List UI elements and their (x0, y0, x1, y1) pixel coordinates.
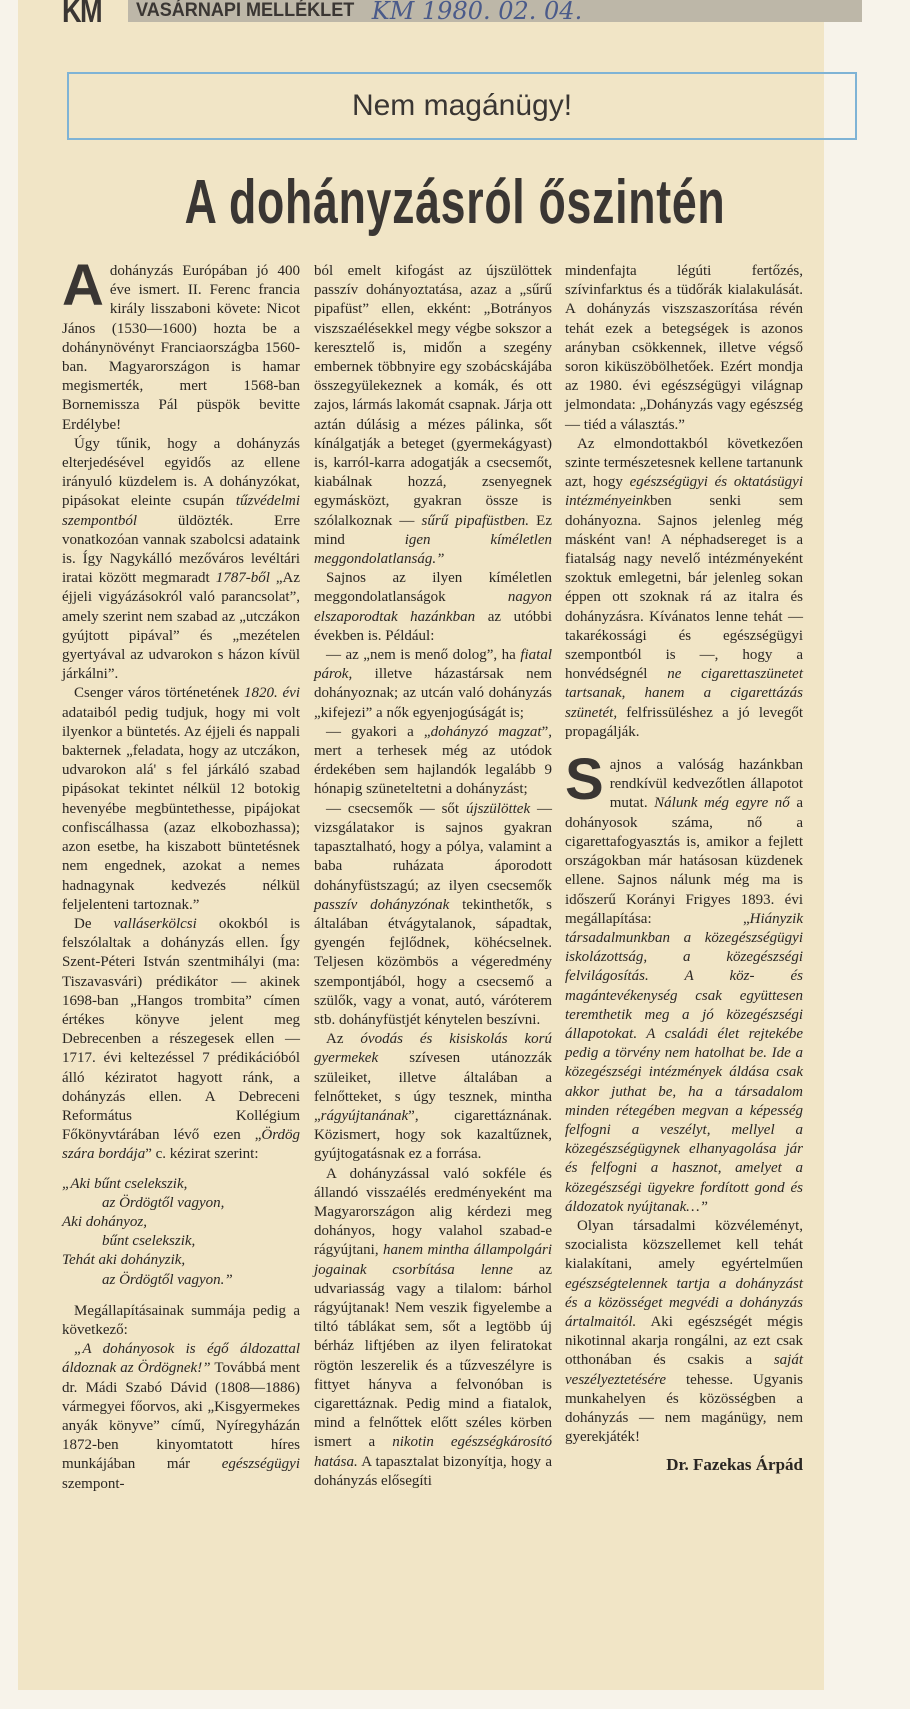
emphasis-text: saját veszélyeztetésére (565, 1352, 803, 1388)
article-paragraph (314, 723, 552, 800)
emphasis-text: „A dohányosok is égő áldozattal áldoznak az Ördögnek!” (62, 1341, 300, 1377)
paragraph-text: Úgy tűnik, hogy a dohányzás elterjedésével egyidős az ellene irányuló küzdelem is. A dohányzókat, pipásokat eleinte csupán (62, 435, 300, 510)
column-1 (62, 253, 300, 1494)
emphasis-text: újszülöttek (465, 800, 531, 817)
emphasis-text: valláserkölcsi (113, 915, 197, 932)
masthead (62, 0, 583, 30)
paragraph-text: ”, cigarettáznának. Közismert, hogy sok kazaltűznek, gyújtogatásnak ez a forrása. (314, 1107, 552, 1163)
article-paragraph (62, 1340, 300, 1494)
emphasis-text: rágyújtanának (320, 1107, 409, 1124)
paragraph-text: Az (326, 1031, 361, 1048)
paragraph-text: az utóbbi években is. Például: (314, 608, 552, 644)
verse-line: Aki dohányoz, (62, 1213, 147, 1230)
article-title: A dohányzásról őszintén (184, 168, 726, 237)
paragraph-text: Megállapításainak summája pedig a következő: (62, 1302, 300, 1338)
quoted-verse (62, 1175, 300, 1290)
supplement-bar (128, 0, 862, 25)
paragraph-text: szívesen utánozzák szüleiket, illetve általában a felnőtteket, s úgy tesznek, mintha „ (314, 1050, 552, 1124)
paragraph-text: felfrissüléshez a jó levegőt propagálják. (565, 704, 803, 740)
article-paragraph (62, 684, 300, 914)
verse-line: „Aki bűnt cselekszik, (62, 1175, 188, 1192)
paragraph-text: illetve házastársak nem dohányoznak; az utcán való dohányzás „kifejezi” a nők egyenjogúságát is; (314, 666, 552, 721)
article-paragraph (62, 1302, 300, 1340)
author-signature: Dr. Fazekas Árpád (666, 1455, 803, 1475)
paragraph-text: Sajnos az ilyen kíméletlen meggondolatlanságok (314, 570, 552, 606)
paragraph-text: De (74, 915, 114, 932)
verse-line: Tehát aki dohányzik, (62, 1252, 186, 1269)
paragraph-text: okokból is felszólaltak a dohányzás ellen. Így Szent-Péteri István szentmihályi (ma: Tiszavasvári) prédikátor — akinek 1698-ban „Hangos trombita” címen értékes könyve jelent meg Debrecenben a részegesek ellen — 1717. évi keltezéssel 7 prédikációból álló kéziratot hagyott ránk, a dohányzás ellen. A Debreceni Református Kollégium Főkönyvtárában lévő ezen „ (62, 915, 300, 1144)
emphasis-text: hanem mintha állampolgári jogainak csorbítása lenne (314, 1242, 552, 1278)
paragraph-text: Ez mind (314, 512, 552, 548)
emphasis-text: nikotin egészségkárosító hatása. (314, 1434, 552, 1470)
emphasis-text: egészségtelennek tartja a dohányzást és a közösséget megvédi a dohányzás ártalmaitól. (565, 1275, 803, 1330)
article-paragraph (565, 747, 803, 1217)
paragraph-text: az udvariasság vagy a tilalom: bárhol rágyújtanak! Nem veszik figyelembe a tiltó táblákat sem, sőt a legtöbb új bérház liftjében az ilyen feliratokat rögtön leszerelik és a tűzveszélyre is fittyet hányva a felvonóban is cigarettáznak. Pedig mind a fiatalok, mind a felnőttek előtt széles körben ismert a (314, 1261, 552, 1451)
emphasis-text: fiatal párok, (314, 647, 552, 683)
drop-cap: A (62, 253, 104, 318)
article-paragraph (62, 915, 300, 1165)
paragraph-text: mindenfajta légúti fertőzés, szívinfarktus és a tüdőrák kialakulását. A dohányzás viszszaszorítása révén tehát ezek a betegségek is azonos arányban csökkennek, illetve végső soron kiküszöbölhetőek. Ezért mondja az 1980. évi egészségügyi világnap jelmondata: „Dohányzás vagy egészség — tiéd a választás.” (565, 263, 803, 433)
paragraph-text: Továbbá ment dr. Mádi Szabó Dávid (1808—1886) vármegyei főorvos, aki „Kisgyermekes anyák könyve” című, Nyíregyházán 1872-ben kinyomtatott híres munkájában már (62, 1360, 300, 1473)
emphasis-text: egészségügyi és oktatásügyi intézményeink (565, 474, 803, 510)
paragraph-text: A tapasztalat bizonyítja, hogy a dohányzás elősegíti (314, 1453, 552, 1489)
emphasis-text: nagyon elszaporodtak hazánkban (314, 589, 552, 625)
paragraph-text: Aki egészségét mégis nikotinnal akarja rongálni, az ezt csak otthonában és csakis a (565, 1313, 803, 1369)
paragraph-text: adataiból pedig tudjuk, hogy mi volt ilyenkor a büntetés. Az éjjeli és nappali bakternek „feladata, hogy az utczákon, udvarokon alá' s fel járkáló szabad pipásokat tekintet nélkül 12 botokig hevenyébe megbüntethesse, pipájokat confiscálhassa (azaz elkobozhassa); azon esetbe, ha kiszabott büntetésnek nem engednek, azokat a nemes hadnagynak kedvezés nélkül feljelenteni tartoznak.” (62, 704, 300, 913)
verse-line: az Ördögtől vagyon, (102, 1194, 225, 1211)
drop-cap: S (565, 747, 604, 813)
paragraph-text: — vizsgálatakor is sajnos gyakran tapasztalható, hogy a pólya, valamint a baba ruházata áporodott dohányfüstszagú; az ilyen csecsemők (314, 800, 552, 894)
paragraph-text: szempont- (62, 1475, 125, 1492)
paragraph-text: dohányzás Európában jó 400 éve ismert. II. Ferenc francia király lisszaboni követe: Nicot János (1530—1600) hozta be a dohánynövényt Franciaországba 1560-ban. Magyarországon is hamar megismerték, mert 1568-ban Bornemissza Pál püspök bevitte Erdélybe! (62, 263, 300, 433)
paragraph-text: — gyakori a „ (326, 723, 431, 740)
emphasis-text: ne cigarettaszünetet tartsanak, hanem a cigarettázás szünetét, (565, 666, 803, 721)
emphasis-text: óvodás és kisiskolás korú gyermekek (314, 1031, 552, 1067)
handwritten-date: KM 1980. 02. 04. (371, 0, 583, 25)
emphasis-text: sűrű pipafüstben. (421, 512, 530, 529)
kicker-box (67, 72, 857, 140)
emphasis-text: Hiányzik társadalmunkban a közegészségügyi iskolázottság, a közegészségi felvilágosítás. A köz- és magántevékenység csak együttesen teremthetik meg a jó közegészségi állapotokat. A családi élet rejtekébe pedig a törvény nem hatolhat be. Ide a közegészségi intézmények áldása csak akkor juthat be, ha a társadalom minden rétegében megvan a képesség felfogni a veszélyt, mellyel a közegészségügynek elhanyagolása jár és felfogni a hasznot, amelyet a közegészségi ügyekre fordított gond és áldozatok nyújtanak…” (565, 910, 803, 1215)
emphasis-text: egészségügyi (221, 1456, 300, 1473)
paragraph-text: üldözték. Erre vonatkozóan vannak szabolcsi adataink is. Így Nagykálló mezőváros levéltári iratai között megmaradt (62, 512, 300, 587)
emphasis-text: dohányzó magzat (430, 723, 542, 740)
verse-line: bűnt cselekszik, (102, 1233, 196, 1250)
verse-line: az Ördögtől vagyon.” (102, 1271, 233, 1288)
paragraph-text: — csecsemők — sőt (326, 800, 466, 817)
emphasis-text: igen kíméletlen meggondolatlanság.” (314, 531, 552, 568)
emphasis-text: passzív dohányzónak (314, 896, 450, 913)
paragraph-text: — az „nem is menő dolog”, ha (326, 647, 521, 664)
column-3 (565, 262, 803, 1475)
article-paragraph (62, 435, 300, 685)
paragraph-text: „Az éjjeli vigyázásokról való parancsolat”, amely szerint nem szabad az „utczákon gyújtott pipával” és „mezételen gyertyával az udvarokon s házon kívül járkálni”. (62, 570, 300, 683)
article-paragraph (314, 646, 552, 723)
kicker-text: Nem magánügy! (351, 89, 573, 122)
paragraph-text: ”, mert a terhesek még az utódok érdekében sem hajlandók legalább 9 hónapig szüneteltetni a dohányzást; (314, 723, 552, 798)
paragraph-text: Az elmondottakból következően szinte természetesnek kellene tartanunk azt, hogy (565, 435, 803, 491)
emphasis-text: 1820. évi (244, 685, 300, 702)
paragraph-text: ” c. kézirat szerint: (145, 1146, 259, 1163)
paragraph-text: Csenger város történetének (74, 685, 245, 702)
paragraph-text: ból emelt kifogást az újszülöttek passzív dohányoztatása, azaz a „sűrű pipafüst” ellen, ekként: „Botrányos viszszaélésekkel megy végbe sokszor a keresztelő is, midőn a szegény embernek többnyire egy szobácskájába összegyülekeznek a komák, és ott zajos, lármás lakomát csapnak. Járja ott aztán dúlásig a mézes pálinka, sőt kínálgatják a beteget (gyermekágyast) is, karról-karra adogatják a csecsemőt, kiabálnak hozzá, zsenyegnek egymásközt, gyakran össze is szólalkoznak — (314, 263, 552, 529)
paragraph-text: tehesse. Ugyanis munkahelyen és közösségben a dohányzás — nem magánügy, nem gyerekjáték! (565, 1371, 803, 1446)
column-2 (314, 262, 552, 1491)
paragraph-text: ajnos a valóság hazánkban rendkívül kedvezőtlen állapotot mutat. (609, 757, 803, 812)
paragraph-text: a dohányosok száma, nő a cigarettafogyasztás is, amikor a fejlett országokban már hatásosan küzdenek ellene. Sajnos nálunk még ma is időszerű Korányi Frigyes 1893. évi megállapítása: „ (565, 795, 803, 927)
paragraph-text: tekinthetők, s általában étvágytalanok, sápadtak, gyengén fejlődnek, köhécselnek. Teljesen közömbös a végeredmény szempontjából, hogy a csecsemő a szülők, vagy a vonat, autó, váróterem stb. dohányfüstjét kénytelen beszívni. (314, 896, 552, 1028)
article-paragraph (314, 262, 552, 569)
supplement-title: VASÁRNAPI MELLÉKLET (136, 0, 355, 21)
article-paragraph (565, 1217, 803, 1447)
article-paragraph (314, 1165, 552, 1491)
article-paragraph (314, 800, 552, 1030)
newspaper-logo: KM (62, 0, 102, 30)
article-paragraph (314, 1030, 552, 1164)
article-paragraph (565, 262, 803, 435)
emphasis-text: tűzvédelmi szempontból (62, 493, 300, 529)
paragraph-text: ben senki sem dohányozna. Sajnos jelenleg még másként van! A néphadsereget is a fiatalság nagy nevelő intézményeként szoktuk emlegetni, bár jelenleg sokan éppen ott szoknak rá az italra és dohányzásra. Kívánatos lenne tehát — takarékossági és egészségügyi szempontból is —, hogy a honvédségnél (565, 493, 803, 683)
article-paragraph (565, 435, 803, 742)
paragraph-text: Olyan társadalmi közvéleményt, szocialista közszellemet kell tehát kialakítani, amely egyértelműen (565, 1217, 803, 1273)
paragraph-text: A dohányzással való sokféle és állandó visszaélés eredményeként ma Magyarországon alig kérdezi meg dohányos, hogy valahol szabad-e rágyújtani, (314, 1165, 552, 1259)
emphasis-text: Nálunk még egyre nő (654, 795, 790, 812)
emphasis-text: 1787-ből (215, 570, 270, 587)
article-paragraph (314, 569, 552, 646)
emphasis-text: Ördög szára bordája (62, 1127, 300, 1163)
